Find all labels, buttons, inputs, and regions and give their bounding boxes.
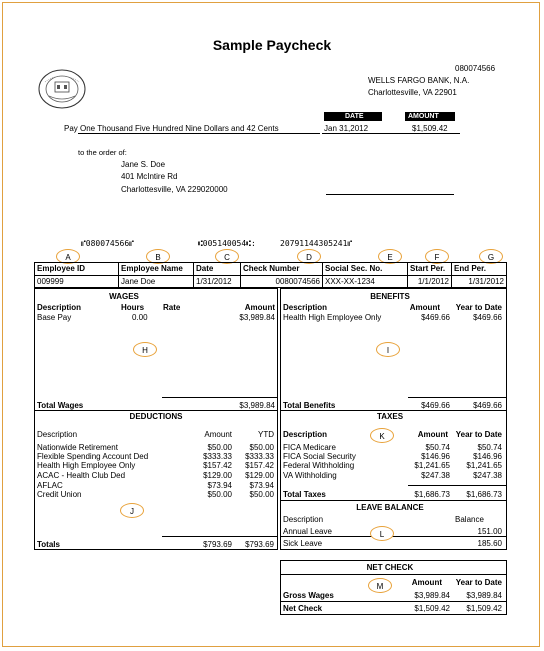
leave-row-sick-balance: 185.60	[477, 539, 502, 548]
info-header-name: Employee Name	[121, 264, 183, 273]
tax-row-ytd: $146.96	[473, 452, 502, 461]
tax-row-amount: $50.74	[425, 443, 450, 452]
order-label: to the order of:	[78, 148, 127, 157]
deductions-header-amount: Amount	[204, 430, 232, 439]
wages-total-label: Total Wages	[37, 401, 84, 410]
tax-row-amount: $247.38	[421, 471, 450, 480]
annotation-c: C	[215, 249, 239, 264]
tax-row-ytd: $247.38	[473, 471, 502, 480]
deduction-row-desc: ACAC - Health Club Ded	[37, 471, 126, 480]
deduction-row-ytd: $129.00	[245, 471, 274, 480]
deduction-row-ytd: $73.94	[249, 481, 274, 490]
deductions-total-ytd: $793.69	[245, 540, 274, 549]
taxes-total-ytd: $1,686.73	[466, 490, 502, 499]
net-gross-amount: $3,989.84	[414, 591, 450, 600]
annotation-b: B	[146, 249, 170, 264]
annotation-j: J	[120, 503, 144, 518]
bank-name: WELLS FARGO BANK, N.A.	[368, 76, 470, 85]
taxes-header-amount: Amount	[417, 430, 448, 439]
info-header-start: Start Per.	[410, 264, 446, 273]
taxes-header-ytd: Year to Date	[455, 430, 502, 439]
deduction-row-ytd: $50.00	[249, 490, 274, 499]
net-title: NET CHECK	[366, 563, 414, 572]
net-check-amount: $1,509.42	[414, 604, 450, 613]
page-title: Sample Paycheck	[212, 37, 332, 53]
taxes-header-desc: Description	[283, 430, 328, 439]
deduction-row-amount: $129.00	[203, 471, 232, 480]
net-header-ytd: Year to Date	[455, 578, 502, 587]
annotation-g: G	[479, 249, 503, 264]
info-value-ssn: XXX-XX-1234	[325, 277, 375, 286]
annotation-f: F	[425, 249, 449, 264]
leave-row-sick-desc: Sick Leave	[283, 539, 323, 548]
tax-row-desc: Federal Withholding	[283, 461, 355, 470]
leave-row-annual-desc: Annual Leave	[283, 527, 332, 536]
pay-amount-words: One Thousand Five Hundred Nine Dollars and 42 Cents	[80, 124, 279, 133]
tax-row-desc: FICA Social Security	[283, 452, 356, 461]
deduction-row-amount: $73.94	[207, 481, 232, 490]
benefits-row-desc: Health High Employee Only	[283, 313, 382, 322]
info-header-check: Check Number	[243, 264, 300, 273]
deduction-row-amount: $50.00	[207, 490, 232, 499]
taxes-total-amount: $1,686.73	[414, 490, 450, 499]
deduction-row-amount: $157.42	[203, 461, 232, 470]
payee-city: Charlottesville, VA 229020000	[121, 185, 228, 194]
deductions-header-ytd: YTD	[258, 430, 274, 439]
info-value-check: 0080074566	[275, 277, 320, 286]
benefits-header-ytd: Year to Date	[455, 303, 502, 312]
wages-header-hours: Hours	[121, 303, 145, 312]
info-value-end: 1/31/2012	[468, 277, 504, 286]
tax-row-amount: $146.96	[421, 452, 450, 461]
micr-account: ⑆005140054⑆:	[198, 239, 256, 248]
deduction-row-ytd: $157.42	[245, 461, 274, 470]
info-header-ssn: Social Sec. No.	[325, 264, 383, 273]
deductions-header-desc: Description	[37, 430, 78, 439]
annotation-e: E	[378, 249, 402, 264]
deduction-row-amount: $333.33	[203, 452, 232, 461]
wages-row-amount: $3,989.84	[239, 313, 275, 322]
city-seal-logo	[37, 68, 87, 110]
check-date: Jan 31,2012	[324, 124, 369, 133]
net-check-label: Net Check	[283, 604, 323, 613]
info-header-end: End Per.	[454, 264, 487, 273]
net-gross-label: Gross Wages	[283, 591, 334, 600]
deduction-row-desc: Flexible Spending Account Ded	[37, 452, 149, 461]
date-header: DATE	[324, 112, 382, 121]
info-header-id: Employee ID	[37, 264, 86, 273]
benefits-total-amount: $469.66	[421, 401, 450, 410]
wages-total-value: $3,989.84	[239, 401, 275, 410]
amount-header: AMOUNT	[405, 112, 455, 121]
benefits-title: BENEFITS	[370, 292, 410, 301]
deduction-row-ytd: $50.00	[249, 443, 274, 452]
deduction-row-desc: Nationwide Retirement	[37, 443, 118, 452]
tax-row-ytd: $50.74	[477, 443, 502, 452]
deduction-row-desc: Credit Union	[37, 490, 82, 499]
annotation-h: H	[133, 342, 157, 357]
info-header-date: Date	[196, 264, 214, 273]
benefits-total-ytd: $469.66	[473, 401, 502, 410]
info-value-id: 009999	[37, 277, 64, 286]
deduction-row-amount: $50.00	[207, 443, 232, 452]
annotation-m: M	[368, 578, 392, 593]
net-check-ytd: $1,509.42	[466, 604, 502, 613]
annotation-l: L	[370, 526, 394, 541]
deductions-total-amount: $793.69	[203, 540, 232, 549]
annotation-a: A	[56, 249, 80, 264]
info-value-date: 1/31/2012	[196, 277, 232, 286]
tax-row-amount: $1,241.65	[414, 461, 450, 470]
micr-check: 20791144305241⑈	[280, 239, 353, 248]
deduction-row-desc: Health High Employee Only	[37, 461, 136, 470]
tax-row-desc: FICA Medicare	[283, 443, 336, 452]
micr-routing: ⑈080074566⑈	[81, 239, 134, 248]
leave-header-balance: Balance	[455, 515, 484, 524]
wages-title: WAGES	[109, 292, 139, 301]
info-value-name: Jane Doe	[121, 277, 156, 286]
wages-row-hours: 0.00	[132, 313, 148, 322]
check-number-top: 080074566	[455, 64, 496, 73]
benefits-header-desc: Description	[283, 303, 328, 312]
deduction-row-ytd: $333.33	[245, 452, 274, 461]
leave-header-desc: Description	[283, 515, 324, 524]
annotation-i: I	[376, 342, 400, 357]
benefits-row-ytd: $469.66	[473, 313, 502, 322]
deductions-title: DEDUCTIONS	[129, 412, 183, 421]
annotation-d: D	[297, 249, 321, 264]
pay-label: Pay	[64, 124, 78, 133]
net-header-amount: Amount	[411, 578, 442, 587]
benefits-total-label: Total Benefits	[283, 401, 336, 410]
taxes-total-label: Total Taxes	[283, 490, 326, 499]
benefits-row-amount: $469.66	[421, 313, 450, 322]
check-amount: $1,509.42	[412, 124, 448, 133]
taxes-title: TAXES	[376, 412, 404, 421]
payee-name: Jane S. Doe	[121, 160, 166, 169]
payee-street: 401 McIntire Rd	[121, 172, 178, 181]
annotation-k: K	[370, 428, 394, 443]
info-value-start: 1/1/2012	[417, 277, 449, 286]
deductions-total-label: Totals	[37, 540, 60, 549]
benefits-header-amount: Amount	[409, 303, 440, 312]
tax-row-ytd: $1,241.65	[466, 461, 502, 470]
wages-header-amount: Amount	[244, 303, 275, 312]
leave-row-annual-balance: 151.00	[477, 527, 502, 536]
wages-header-rate: Rate	[163, 303, 181, 312]
wages-header-desc: Description	[37, 303, 82, 312]
bank-location: Charlottesville, VA 22901	[368, 88, 457, 97]
net-gross-ytd: $3,989.84	[466, 591, 502, 600]
wages-row-desc: Base Pay	[37, 313, 72, 322]
leave-title: LEAVE BALANCE	[356, 503, 424, 512]
deduction-row-desc: AFLAC	[37, 481, 63, 490]
tax-row-desc: VA Withholding	[283, 471, 337, 480]
